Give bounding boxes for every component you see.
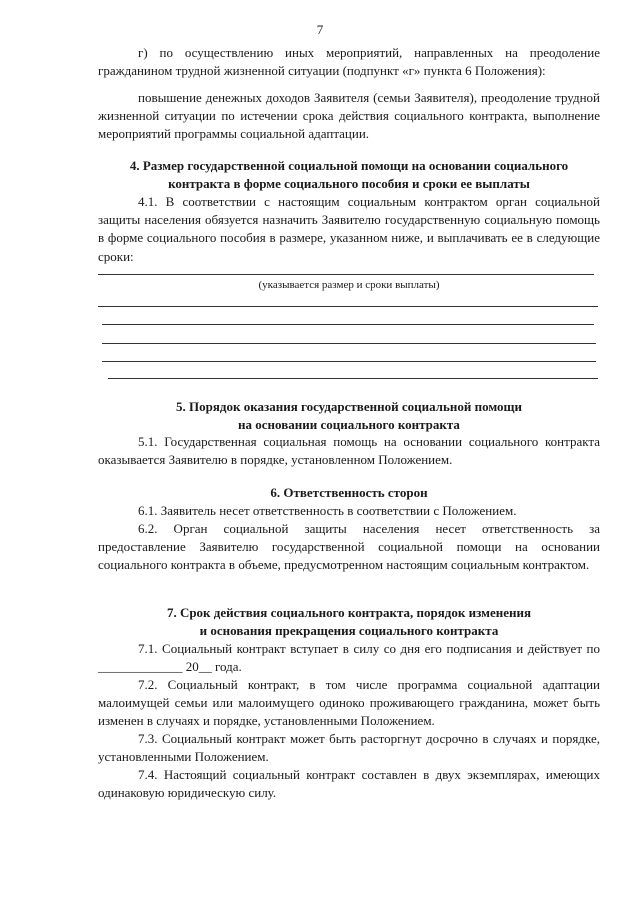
section-4-heading: [98, 157, 600, 194]
clause-5-1: 5.1. Государственная социальная помощь на основании социального контракта оказывается Заявителю в порядке, установленном Положением.: [98, 434, 600, 468]
clause-4-1: 4.1. В соответствии с настоящим социальным контрактом орган социальной защиты населения обязуется назначить Заявителю государственную социальную помощь в форме социального пособия в размере, указанном ниже, и выплачивать ее в следующие сроки:: [98, 194, 600, 264]
blank-caption: (указывается размер и сроки выплаты): [258, 279, 440, 291]
fill-in-line: [102, 324, 594, 325]
clause-7-2: 7.2. Социальный контракт, в том числе программа социальной адаптации малоимущей семьи или малоимущего одиноко проживающего гражданина, может быть изменен в случаях и порядке, установленными Положением.: [98, 677, 600, 729]
section-4-title-line1: 4. Размер государственной социальной помощи на основании социального: [129, 158, 569, 173]
fill-in-line: [98, 306, 598, 307]
clause-7-3: 7.3. Социальный контракт может быть расторгнут досрочно в случаях и порядке, установленными Положением.: [98, 731, 600, 765]
section-5-title-line1: 5. Порядок оказания государственной социальной помощи: [176, 399, 522, 414]
section-7-heading: [98, 604, 600, 641]
fill-in-line: [102, 361, 596, 362]
clause-6-2: 6.2. Орган социальной защиты населения несет ответственность за предоставление Заявителю государственной социальной помощи на основании социального контракта в объеме, предусмотренном настоящим социальным контрактом.: [98, 521, 600, 573]
section-5-heading: [98, 398, 600, 435]
section-6-heading: 6. Ответственность сторон: [270, 485, 428, 500]
fill-in-line: [98, 274, 594, 275]
section-5-title-line2: на основании социального контракта: [238, 417, 460, 433]
section-7-title-line1: 7. Срок действия социального контракта, порядок изменения: [166, 605, 532, 620]
item-g-result-text: повышение денежных доходов Заявителя (семьи Заявителя), преодоление трудной жизненной ситуации по истечении срока действия социального контракта, выполнение мероприятий программы социальной адаптации.: [98, 90, 600, 142]
section-4-title-line2: контракта в форме социального пособия и сроки ее выплаты: [168, 176, 530, 192]
clause-7-1: 7.1. Социальный контракт вступает в силу со дня его подписания и действует по _____________ 20__ года.: [98, 641, 600, 675]
fill-in-line: [108, 378, 598, 379]
clause-6-1: 6.1. Заявитель несет ответственность в соответствии с Положением.: [138, 503, 517, 518]
clause-7-4: 7.4. Настоящий социальный контракт составлен в двух экземплярах, имеющих одинаковую юридическую силу.: [98, 767, 600, 801]
page-number: 7: [316, 22, 324, 37]
item-g-text: г) по осуществлению иных мероприятий, направленных на преодоление гражданином трудной жизненной ситуации (подпункт «г» пункта 6 Положения):: [98, 45, 600, 79]
section-7-title-line2: и основания прекращения социального контракта: [199, 623, 499, 639]
fill-in-line: [102, 343, 596, 344]
